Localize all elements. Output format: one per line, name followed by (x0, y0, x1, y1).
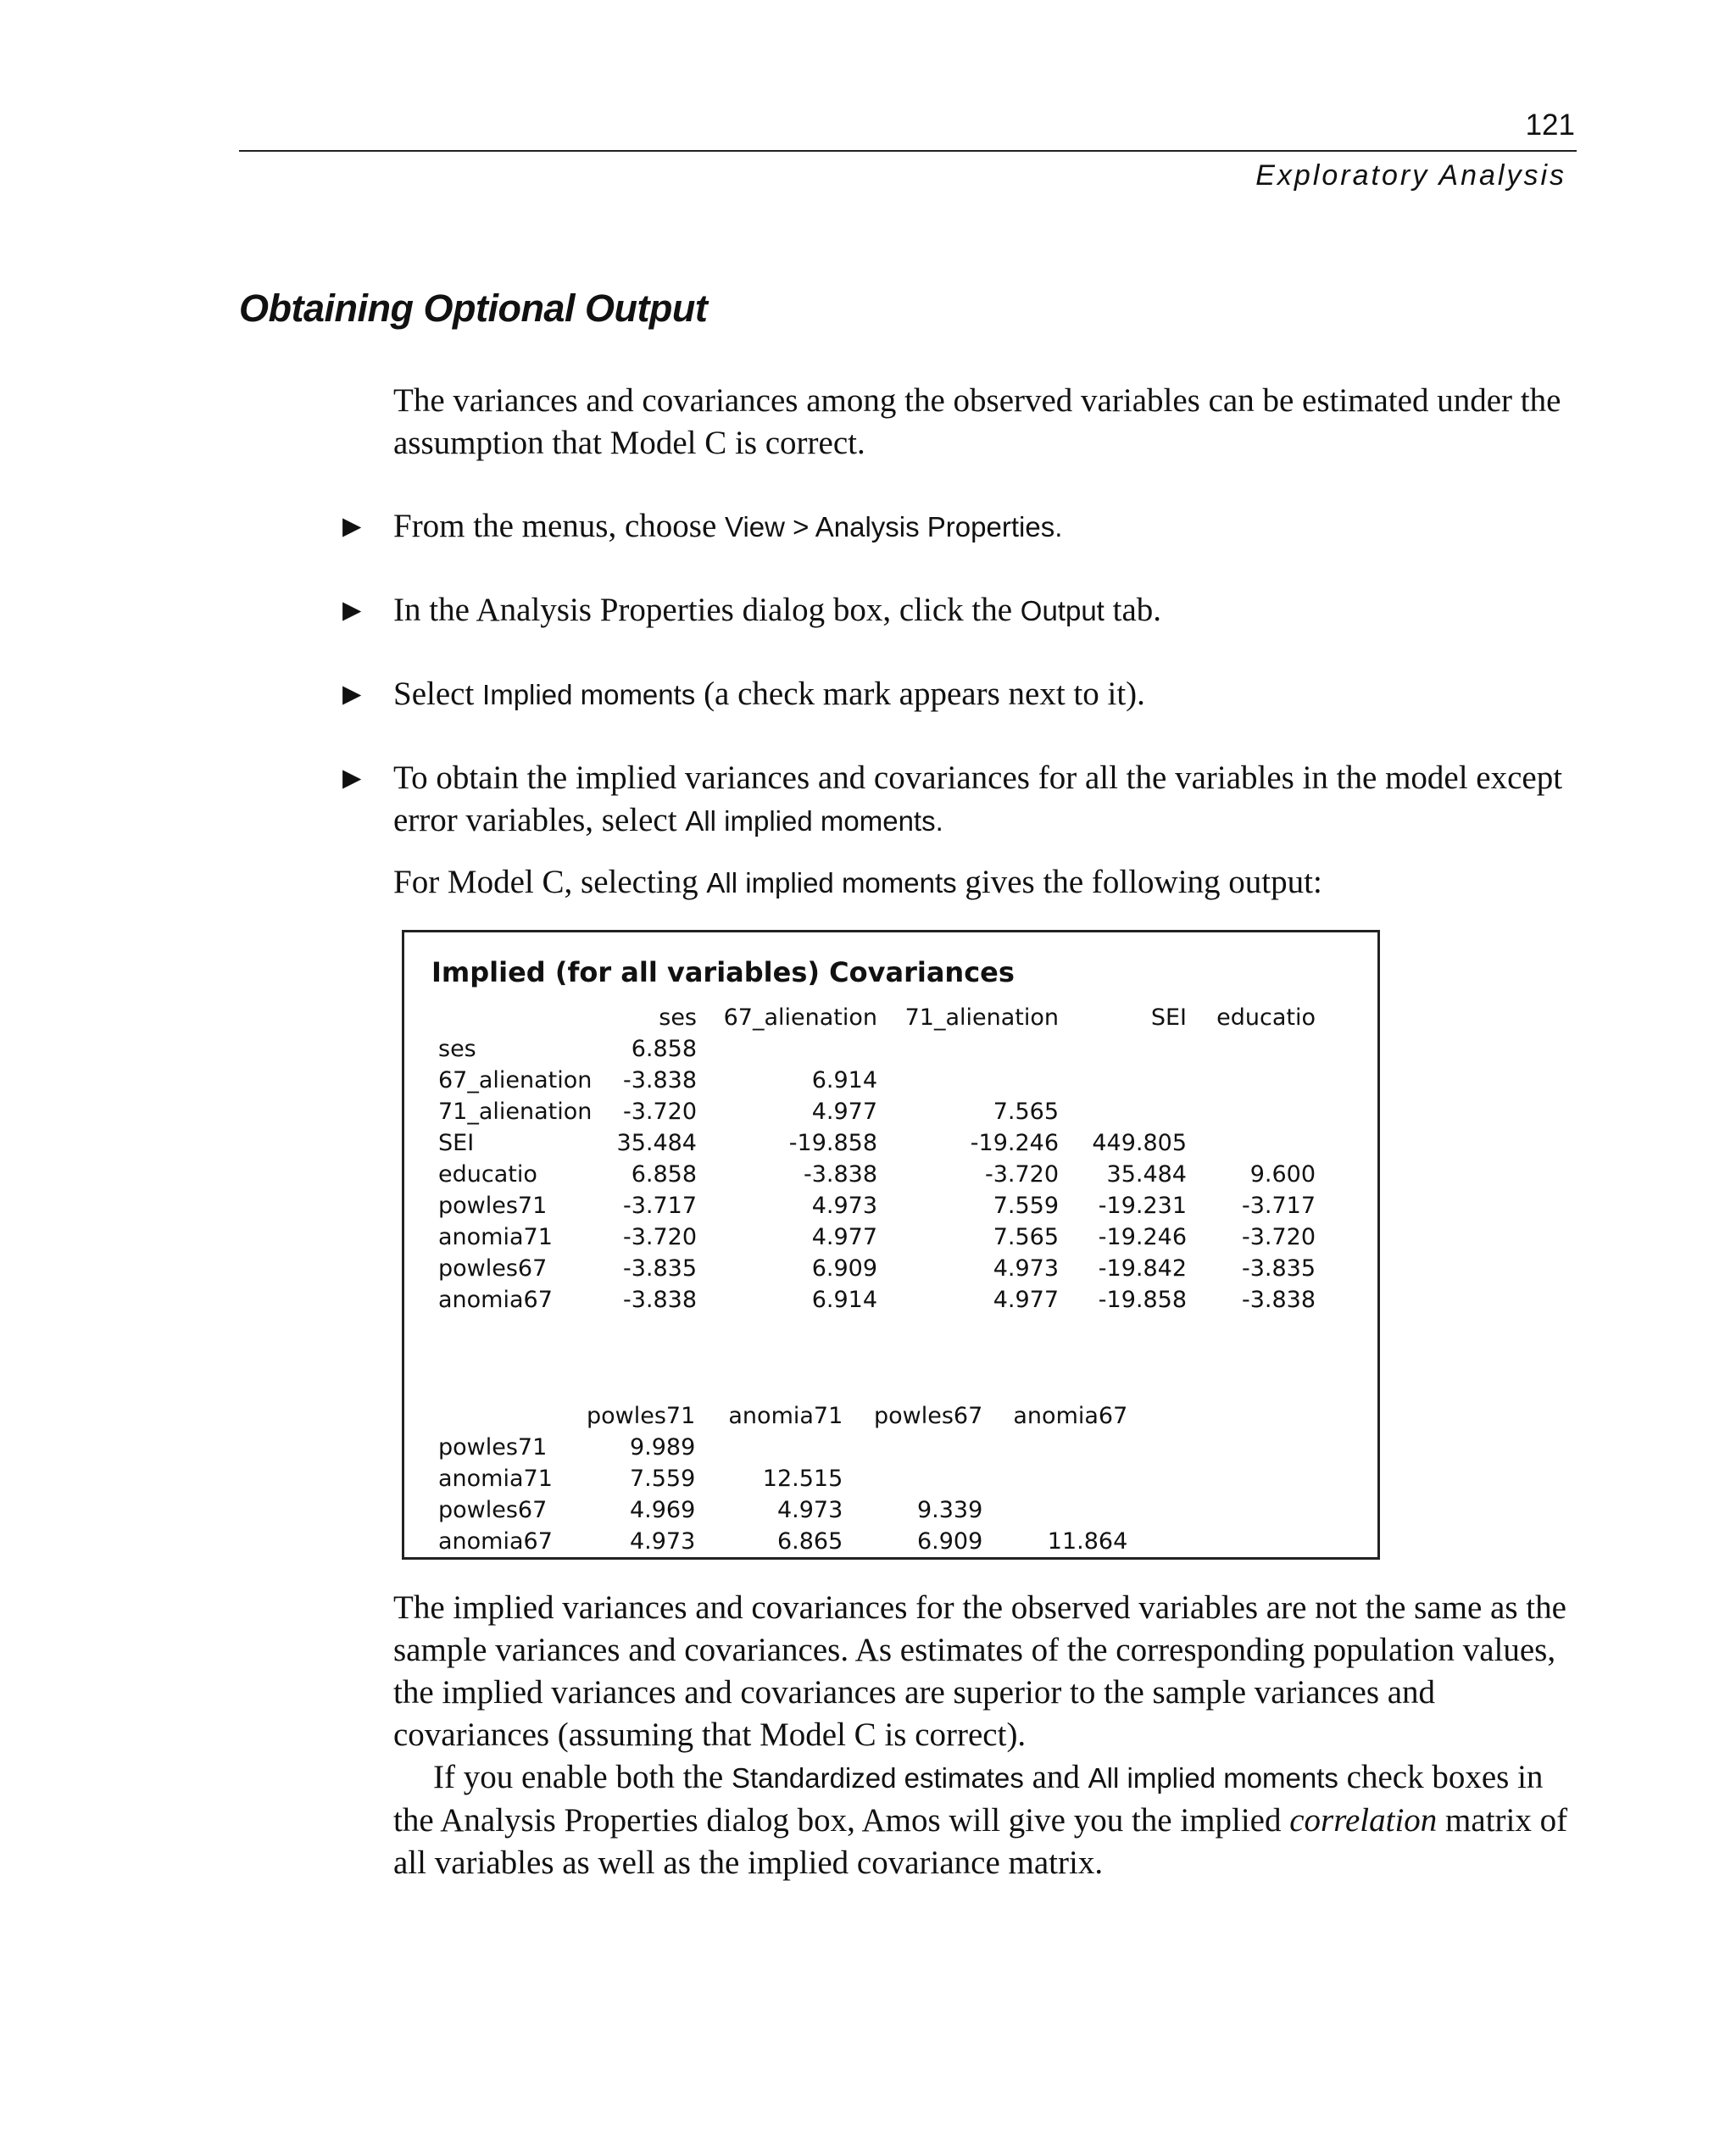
table-cell: -19.246 (1098, 1224, 1187, 1250)
bullet-arrow-icon: ▶ (342, 513, 362, 540)
table-row (438, 1494, 1127, 1526)
final-paragraph: If you enable both the Standardized estimates and All implied moments check boxes in the Analysis Properties dialog box, Amos will give you the implied correlation matrix of all variables as well as the implied covariance matrix. (393, 1759, 1568, 1881)
table-cell (982, 1494, 1127, 1526)
table-cell: 35.484 (1106, 1161, 1187, 1188)
table-row (438, 1432, 1127, 1463)
table-row (438, 1127, 1316, 1159)
step-4: ▶ To obtain the implied variances and covariances for all the variables in the model except error variables, select All implied moments. (393, 757, 1580, 843)
running-head: Exploratory Analysis (1255, 159, 1566, 192)
table-cell: 6.865 (776, 1528, 843, 1555)
row-label: 71_alienation (438, 1099, 593, 1125)
table-cell: 6.858 (631, 1036, 697, 1062)
table-cell (1187, 1065, 1316, 1096)
table-row (438, 1526, 1127, 1557)
row-label: powles71 (438, 1434, 548, 1461)
column-header: educatio (1216, 1004, 1316, 1031)
covariance-table-1 (438, 1002, 1316, 1316)
table-cell (982, 1432, 1127, 1463)
page-number: 121 (1525, 108, 1575, 142)
table-row (438, 1033, 1316, 1065)
table-row (438, 1159, 1316, 1190)
row-label: anomia71 (438, 1224, 553, 1250)
table-cell: -19.842 (1098, 1255, 1187, 1282)
table-cell (1187, 1096, 1316, 1127)
table-cell: 6.909 (811, 1255, 877, 1282)
row-label: powles67 (438, 1497, 548, 1523)
table-cell (695, 1432, 843, 1463)
ui-term: Standardized estimates (731, 1762, 1024, 1794)
table-cell: 9.339 (916, 1497, 983, 1523)
table-cell: 6.858 (631, 1161, 697, 1188)
table-cell: 4.977 (993, 1287, 1059, 1313)
table-cell: 9.600 (1249, 1161, 1316, 1188)
column-header: anomia71 (728, 1403, 843, 1429)
table-cell (1059, 1096, 1187, 1127)
bullet-arrow-icon: ▶ (342, 681, 362, 708)
table-cell: 4.973 (776, 1497, 843, 1523)
table-row (438, 1065, 1316, 1096)
column-header: SEI (1150, 1004, 1187, 1031)
column-header: 67_alienation (723, 1004, 877, 1031)
table-cell (1187, 1033, 1316, 1065)
table-cell: 6.909 (916, 1528, 983, 1555)
intro-paragraph: The variances and covariances among the observed variables can be estimated under the assumption that Model C is correct. (393, 382, 1561, 461)
row-label: powles67 (438, 1255, 548, 1282)
output-box (402, 930, 1380, 1560)
ui-term: All implied moments (1088, 1762, 1338, 1794)
covariance-table-2 (438, 1400, 1127, 1557)
table-cell (982, 1463, 1127, 1494)
section-title: Obtaining Optional Output (239, 287, 708, 330)
table-cell: 449.805 (1092, 1130, 1187, 1156)
table-cell: 7.559 (629, 1466, 696, 1492)
table-cell: 4.973 (811, 1193, 877, 1219)
table-cell: 6.914 (811, 1287, 877, 1313)
table-row (438, 1221, 1316, 1253)
table-cell: 7.565 (993, 1099, 1059, 1125)
table-cell: -3.717 (622, 1193, 697, 1219)
table-cell (877, 1033, 1059, 1065)
table-cell: -3.720 (984, 1161, 1059, 1188)
ui-term: Output (1020, 595, 1104, 626)
table-cell: 4.977 (811, 1099, 877, 1125)
table-row (438, 1463, 1127, 1494)
table-cell: -19.246 (970, 1130, 1059, 1156)
table-cell (697, 1033, 877, 1065)
column-header: powles67 (874, 1403, 983, 1429)
table-cell: -3.838 (1241, 1287, 1316, 1313)
ui-term: All implied moments. (685, 805, 943, 837)
step-2: ▶ In the Analysis Properties dialog box, click the Output tab. (393, 589, 1580, 632)
table-cell: -3.835 (622, 1255, 697, 1282)
table-cell: -3.838 (622, 1287, 697, 1313)
table-cell (1187, 1127, 1316, 1159)
table-row (438, 1096, 1316, 1127)
emphasis: correlation (1289, 1802, 1438, 1839)
table-cell: 4.973 (993, 1255, 1059, 1282)
table-row (438, 1190, 1316, 1221)
table-cell: 4.969 (629, 1497, 696, 1523)
table-cell: -19.858 (1098, 1287, 1187, 1313)
table-cell (877, 1065, 1059, 1096)
column-header: anomia67 (1013, 1403, 1128, 1429)
row-label: 67_alienation (438, 1067, 593, 1093)
row-label: anomia67 (438, 1528, 553, 1555)
table-cell: 4.977 (811, 1224, 877, 1250)
step-1: ▶ From the menus, choose View > Analysis Properties. (393, 505, 1580, 548)
row-label: powles71 (438, 1193, 548, 1219)
row-label: SEI (438, 1130, 475, 1156)
ui-term: View > Analysis Properties. (725, 511, 1063, 542)
header-row (438, 1400, 1127, 1432)
lead-in: For Model C, selecting All implied moments gives the following output: (393, 864, 1322, 900)
table-cell: 4.973 (629, 1528, 696, 1555)
row-label: anomia67 (438, 1287, 553, 1313)
table-cell: -3.835 (1241, 1255, 1316, 1282)
table-row (438, 1253, 1316, 1284)
table-cell (1059, 1065, 1187, 1096)
table-cell: -3.717 (1241, 1193, 1316, 1219)
table-cell: -3.720 (1241, 1224, 1316, 1250)
step-3: ▶ Select Implied moments (a check mark appears next to it). (393, 673, 1580, 716)
table-cell: 9.989 (629, 1434, 696, 1461)
table-row (438, 1284, 1316, 1316)
row-label: ses (438, 1036, 476, 1062)
explanation-paragraph: The implied variances and covariances for the observed variables are not the same as the sample variances and covariances. As estimates of the corresponding population values, the implied variances and covariances are superior to the sample variances and covariances (assuming that Model C is correct). (393, 1589, 1566, 1753)
header-row (438, 1002, 1316, 1033)
table-cell: -19.858 (788, 1130, 877, 1156)
ui-term: All implied moments (706, 867, 957, 899)
table-cell: 7.565 (993, 1224, 1059, 1250)
column-header: powles71 (587, 1403, 696, 1429)
bullet-arrow-icon: ▶ (342, 597, 362, 624)
table-cell (843, 1463, 982, 1494)
table-cell: -19.231 (1098, 1193, 1187, 1219)
table-cell (1059, 1033, 1187, 1065)
table-cell (843, 1432, 982, 1463)
table-cell: 11.864 (1047, 1528, 1128, 1555)
row-label: anomia71 (438, 1466, 553, 1492)
output-title: Implied (for all variables) Covariances (431, 956, 1015, 988)
column-header: 71_alienation (904, 1004, 1059, 1031)
bullet-arrow-icon: ▶ (342, 765, 362, 792)
table-cell: 6.914 (811, 1067, 877, 1093)
table-cell: -3.838 (622, 1067, 697, 1093)
table-cell: -3.838 (803, 1161, 877, 1188)
table-cell: 12.515 (762, 1466, 843, 1492)
table-cell: 7.559 (993, 1193, 1059, 1219)
table-cell: 35.484 (616, 1130, 697, 1156)
ui-term: Implied moments (482, 679, 696, 710)
header-rule (239, 150, 1577, 152)
table-cell: -3.720 (622, 1099, 697, 1125)
column-header: ses (659, 1004, 697, 1031)
table-cell: -3.720 (622, 1224, 697, 1250)
row-label: educatio (438, 1161, 537, 1188)
